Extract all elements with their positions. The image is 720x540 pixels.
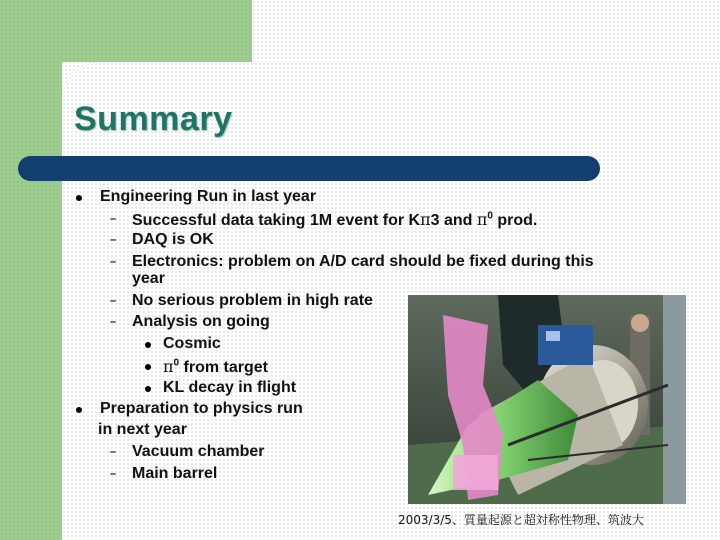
slide-title: Summary bbox=[74, 100, 233, 138]
bullet-dot bbox=[145, 364, 151, 370]
bullet-preparation-line1: Preparation to physics run bbox=[100, 400, 303, 417]
top-green-band bbox=[0, 0, 252, 62]
item-kl-decay: KL decay in flight bbox=[163, 379, 297, 396]
sub-analysis-on-going: Analysis on going bbox=[132, 313, 270, 330]
sub-electronics-line2: year bbox=[132, 270, 165, 287]
dash-marker: – bbox=[110, 295, 117, 307]
dash-marker: – bbox=[110, 446, 117, 458]
sub-main-barrel: Main barrel bbox=[132, 465, 218, 482]
pi-symbol: π bbox=[163, 357, 174, 376]
sub-vacuum-chamber: Vacuum chamber bbox=[132, 443, 265, 460]
bullet-preparation-line2: in next year bbox=[98, 421, 187, 438]
dash-marker: – bbox=[110, 316, 117, 328]
bullet-engineering-run: Engineering Run in last year bbox=[100, 188, 317, 205]
dash-marker: – bbox=[110, 468, 117, 480]
sub-successful-data-pre: Successful data taking 1M event for K bbox=[132, 212, 421, 229]
bullet-dot bbox=[76, 195, 82, 201]
left-green-band bbox=[0, 0, 62, 540]
sub-no-serious-problem: No serious problem in high rate bbox=[132, 292, 373, 309]
detector-photo bbox=[408, 295, 686, 504]
item-pi0-from-target bbox=[163, 357, 268, 377]
slide-footer: 2003/3/5、質量起源と超対称性物理、筑波大 bbox=[398, 513, 644, 527]
sub-successful-data-mid: 3 and bbox=[430, 212, 477, 229]
item-cosmic: Cosmic bbox=[163, 335, 221, 352]
dash-marker: – bbox=[110, 213, 117, 225]
pi0-superscript: 0 bbox=[487, 210, 493, 222]
title-underline-bar bbox=[18, 156, 600, 181]
item-pi0-text: from target bbox=[179, 359, 268, 376]
dash-marker: – bbox=[110, 256, 117, 268]
detector-photo-icon bbox=[408, 295, 686, 504]
pi0-superscript: 0 bbox=[173, 357, 180, 369]
sub-daq-ok: DAQ is OK bbox=[132, 231, 214, 248]
bullet-dot bbox=[145, 386, 151, 392]
bullet-dot bbox=[145, 342, 151, 348]
sub-successful-data-post: prod. bbox=[492, 212, 538, 229]
sub-electronics-line1: Electronics: problem on A/D card should be fixed during this bbox=[132, 253, 594, 270]
pi-symbol: π bbox=[420, 210, 431, 229]
pi0-symbol: π bbox=[476, 210, 488, 229]
bullet-dot bbox=[76, 407, 82, 413]
dash-marker: – bbox=[110, 234, 117, 246]
sub-successful-data bbox=[132, 210, 537, 230]
